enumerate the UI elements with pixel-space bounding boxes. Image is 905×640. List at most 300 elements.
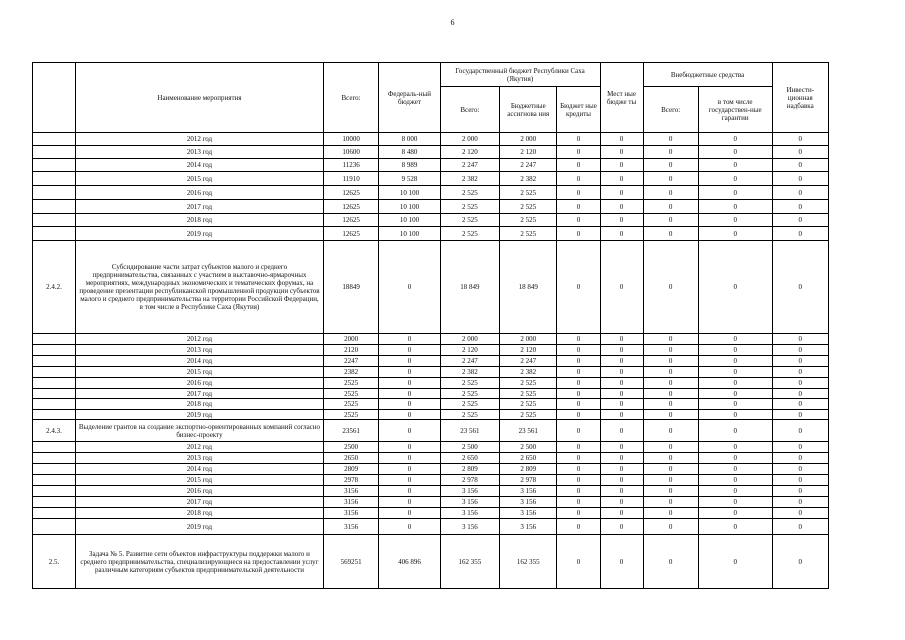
table-row [33,241,829,334]
cell-state-alloc: 2 382 [500,367,557,378]
cell-total: 2382 [323,367,378,378]
cell-federal: 10 100 [379,186,440,200]
cell-offbudget-guarantees: 0 [698,399,772,410]
cell-federal: 10 100 [379,214,440,227]
cell-total: 12625 [323,186,378,200]
cell-year: 2012 год [76,442,324,453]
cell-offbudget-guarantees: 0 [698,186,772,200]
cell-state-credits: 0 [557,497,600,508]
cell-offbudget-guarantees: 0 [698,133,772,146]
table-row [33,356,829,367]
cell-state-credits: 0 [557,367,600,378]
cell-federal: 0 [379,410,440,420]
cell-investment: 0 [772,334,828,345]
cell-state-alloc: 23 561 [500,420,557,442]
cell-state-alloc: 2 120 [500,345,557,356]
cell-offbudget-total: 0 [643,420,698,442]
header-name: Наименование мероприятия [76,63,324,133]
cell-state-credits: 0 [557,389,600,399]
cell-year: 2013 год [76,453,324,464]
cell-year: 2019 год [76,519,324,535]
cell-local: 0 [600,146,643,159]
cell-code [33,186,76,200]
cell-offbudget-total: 0 [643,378,698,389]
cell-investment: 0 [772,356,828,367]
cell-year: 2018 год [76,399,324,410]
cell-total: 569251 [323,535,378,589]
table-row [33,442,829,453]
cell-year: 2015 год [76,367,324,378]
cell-code [33,200,76,214]
table-row [33,227,829,241]
cell-investment: 0 [772,146,828,159]
header-state-credits: Бюджет ные кредиты [557,87,600,133]
cell-investment: 0 [772,464,828,475]
cell-code [33,214,76,227]
cell-offbudget-total: 0 [643,497,698,508]
cell-year: 2016 год [76,186,324,200]
cell-offbudget-total: 0 [643,172,698,186]
cell-offbudget-guarantees: 0 [698,420,772,442]
table-row [33,389,829,399]
cell-investment: 0 [772,420,828,442]
table-row [33,464,829,475]
cell-state-credits: 0 [557,159,600,172]
cell-offbudget-total: 0 [643,508,698,519]
cell-state-alloc: 2 525 [500,227,557,241]
cell-code [33,172,76,186]
table-row [33,345,829,356]
cell-federal: 0 [379,399,440,410]
cell-state-total: 2 500 [440,442,499,453]
cell-offbudget-total: 0 [643,399,698,410]
cell-year: 2018 год [76,508,324,519]
cell-year: 2012 год [76,334,324,345]
cell-federal: 0 [379,464,440,475]
cell-offbudget-guarantees: 0 [698,535,772,589]
cell-local: 0 [600,486,643,497]
cell-federal: 0 [379,378,440,389]
header-state-budget: Государственный бюджет Республики Саха (Якутия) [440,63,600,87]
cell-state-total: 3 156 [440,519,499,535]
cell-offbudget-total: 0 [643,453,698,464]
cell-offbudget-total: 0 [643,186,698,200]
cell-total: 2525 [323,399,378,410]
table-row [33,453,829,464]
cell-federal: 0 [379,420,440,442]
cell-state-total: 2 650 [440,453,499,464]
cell-state-alloc: 2 525 [500,389,557,399]
cell-total: 2500 [323,442,378,453]
header-state-alloc: Бюджетные ассигнова ния [500,87,557,133]
cell-investment: 0 [772,159,828,172]
cell-state-total: 162 355 [440,535,499,589]
cell-local: 0 [600,214,643,227]
table-row [33,159,829,172]
cell-state-total: 2 120 [440,146,499,159]
cell-total: 2978 [323,475,378,486]
cell-offbudget-total: 0 [643,200,698,214]
header-offbudget-guarantees: в том числе государствен-ные гарантии [698,87,772,133]
cell-description: Задача № 5. Развитие сети объектов инфраструктуры поддержки малого и среднего предпринимательства, специализирующиеся на предоставлении услуг различным категориям субъектов предпринимательской деятельности [76,535,324,589]
cell-state-total: 2 525 [440,389,499,399]
cell-offbudget-guarantees: 0 [698,453,772,464]
cell-local: 0 [600,186,643,200]
cell-total: 11236 [323,159,378,172]
cell-code [33,442,76,453]
cell-year: 2013 год [76,345,324,356]
cell-state-credits: 0 [557,519,600,535]
cell-offbudget-total: 0 [643,389,698,399]
cell-investment: 0 [772,133,828,146]
cell-state-credits: 0 [557,227,600,241]
cell-state-alloc: 2 382 [500,172,557,186]
cell-offbudget-total: 0 [643,486,698,497]
cell-state-credits: 0 [557,356,600,367]
cell-code [33,519,76,535]
table-row [33,146,829,159]
cell-local: 0 [600,367,643,378]
cell-code [33,486,76,497]
cell-total: 2000 [323,334,378,345]
cell-investment: 0 [772,486,828,497]
cell-federal: 406 896 [379,535,440,589]
cell-code [33,227,76,241]
cell-year: 2017 год [76,389,324,399]
cell-state-alloc: 2 809 [500,464,557,475]
cell-state-alloc: 2 525 [500,186,557,200]
cell-local: 0 [600,464,643,475]
table-row [33,497,829,508]
cell-investment: 0 [772,241,828,334]
cell-federal: 0 [379,475,440,486]
cell-state-alloc: 2 978 [500,475,557,486]
cell-offbudget-total: 0 [643,146,698,159]
cell-year: 2017 год [76,200,324,214]
cell-investment: 0 [772,410,828,420]
cell-state-credits: 0 [557,535,600,589]
header-total: Всего: [323,63,378,133]
cell-state-total: 3 156 [440,497,499,508]
cell-state-alloc: 2 247 [500,159,557,172]
cell-year: 2019 год [76,410,324,420]
cell-federal: 0 [379,389,440,399]
cell-offbudget-guarantees: 0 [698,356,772,367]
cell-code [33,410,76,420]
cell-federal: 8 000 [379,133,440,146]
cell-federal: 9 528 [379,172,440,186]
cell-local: 0 [600,378,643,389]
cell-offbudget-total: 0 [643,214,698,227]
cell-local: 0 [600,334,643,345]
cell-code [33,389,76,399]
cell-state-alloc: 2 000 [500,334,557,345]
cell-state-total: 2 247 [440,159,499,172]
cell-total: 2650 [323,453,378,464]
cell-total: 3156 [323,486,378,497]
cell-code: 2.4.3. [33,420,76,442]
cell-state-alloc: 2 500 [500,442,557,453]
cell-offbudget-guarantees: 0 [698,508,772,519]
cell-investment: 0 [772,186,828,200]
cell-state-total: 23 561 [440,420,499,442]
cell-local: 0 [600,410,643,420]
cell-investment: 0 [772,399,828,410]
cell-offbudget-guarantees: 0 [698,146,772,159]
cell-total: 10600 [323,146,378,159]
cell-state-total: 2 525 [440,214,499,227]
cell-offbudget-guarantees: 0 [698,486,772,497]
cell-offbudget-total: 0 [643,464,698,475]
cell-code: 2.5. [33,535,76,589]
cell-total: 12625 [323,214,378,227]
cell-state-total: 2 525 [440,410,499,420]
cell-total: 3156 [323,508,378,519]
cell-offbudget-guarantees: 0 [698,200,772,214]
cell-state-alloc: 2 525 [500,410,557,420]
table-row [33,508,829,519]
header-investment: Инвести-ционная надбавка [772,63,828,133]
table-body [33,133,829,589]
cell-investment: 0 [772,519,828,535]
cell-federal: 0 [379,486,440,497]
cell-year: 2017 год [76,497,324,508]
cell-year: 2015 год [76,475,324,486]
cell-total: 2247 [323,356,378,367]
cell-state-alloc: 2 247 [500,356,557,367]
cell-state-credits: 0 [557,345,600,356]
cell-code [33,497,76,508]
cell-state-alloc: 18 849 [500,241,557,334]
table-row [33,133,829,146]
cell-investment: 0 [772,378,828,389]
cell-total: 2809 [323,464,378,475]
cell-federal: 0 [379,508,440,519]
cell-code [33,453,76,464]
cell-offbudget-guarantees: 0 [698,464,772,475]
cell-offbudget-guarantees: 0 [698,241,772,334]
cell-state-total: 2 382 [440,172,499,186]
cell-state-credits: 0 [557,453,600,464]
cell-investment: 0 [772,475,828,486]
table-row [33,214,829,227]
cell-local: 0 [600,453,643,464]
cell-state-alloc: 2 000 [500,133,557,146]
cell-year: 2014 год [76,159,324,172]
cell-code [33,464,76,475]
cell-code [33,133,76,146]
cell-year: 2019 год [76,227,324,241]
cell-investment: 0 [772,442,828,453]
cell-local: 0 [600,159,643,172]
cell-investment: 0 [772,508,828,519]
cell-local: 0 [600,200,643,214]
cell-local: 0 [600,535,643,589]
cell-state-alloc: 2 525 [500,399,557,410]
table-header [33,63,829,133]
cell-total: 23561 [323,420,378,442]
cell-offbudget-guarantees: 0 [698,410,772,420]
cell-code [33,399,76,410]
cell-state-credits: 0 [557,172,600,186]
cell-local: 0 [600,475,643,486]
cell-total: 12625 [323,200,378,214]
cell-local: 0 [600,345,643,356]
cell-total: 18849 [323,241,378,334]
cell-local: 0 [600,227,643,241]
cell-offbudget-guarantees: 0 [698,227,772,241]
cell-year: 2018 год [76,214,324,227]
cell-local: 0 [600,442,643,453]
cell-total: 2525 [323,378,378,389]
cell-state-credits: 0 [557,378,600,389]
cell-state-total: 18 849 [440,241,499,334]
table-row [33,367,829,378]
table-row [33,535,829,589]
cell-state-alloc: 162 355 [500,535,557,589]
cell-federal: 0 [379,345,440,356]
cell-investment: 0 [772,214,828,227]
cell-offbudget-guarantees: 0 [698,334,772,345]
table-row [33,410,829,420]
cell-offbudget-guarantees: 0 [698,519,772,535]
cell-federal: 10 100 [379,200,440,214]
cell-federal: 0 [379,367,440,378]
cell-local: 0 [600,133,643,146]
cell-state-total: 2 978 [440,475,499,486]
cell-total: 2120 [323,345,378,356]
cell-state-credits: 0 [557,475,600,486]
cell-code [33,159,76,172]
cell-investment: 0 [772,453,828,464]
cell-investment: 0 [772,535,828,589]
cell-offbudget-total: 0 [643,442,698,453]
table-row [33,519,829,535]
cell-state-total: 2 525 [440,227,499,241]
cell-state-total: 2 525 [440,399,499,410]
cell-state-credits: 0 [557,146,600,159]
header-offbudget-total: Всего: [643,87,698,133]
cell-code [33,345,76,356]
cell-local: 0 [600,519,643,535]
cell-total: 12625 [323,227,378,241]
cell-state-credits: 0 [557,464,600,475]
cell-state-alloc: 2 525 [500,378,557,389]
cell-offbudget-total: 0 [643,519,698,535]
cell-offbudget-total: 0 [643,475,698,486]
table-row [33,378,829,389]
cell-state-total: 2 382 [440,367,499,378]
cell-state-credits: 0 [557,200,600,214]
cell-year: 2013 год [76,146,324,159]
cell-investment: 0 [772,345,828,356]
table-row [33,334,829,345]
cell-investment: 0 [772,497,828,508]
cell-offbudget-total: 0 [643,241,698,334]
cell-code [33,475,76,486]
cell-offbudget-guarantees: 0 [698,389,772,399]
cell-offbudget-total: 0 [643,159,698,172]
cell-code [33,367,76,378]
cell-investment: 0 [772,227,828,241]
cell-state-total: 2 247 [440,356,499,367]
table-row [33,200,829,214]
cell-federal: 8 989 [379,159,440,172]
cell-state-total: 3 156 [440,508,499,519]
cell-federal: 0 [379,519,440,535]
header-offbudget: Внебюджетные средства [643,63,772,87]
cell-description: Субсидирование части затрат субъектов малого и среднего предпринимательства, связанных с участием в выставочно-ярмарочных мероприятиях, международных экономических и тематических форумах, на проведение презентации республиканской промышленной продукции субъектов малого и среднего предпринимательства на территории Российской Федерации, в том числе в Республике Саха (Якутия) [76,241,324,334]
cell-state-credits: 0 [557,241,600,334]
table-row [33,420,829,442]
cell-federal: 0 [379,442,440,453]
cell-total: 2525 [323,389,378,399]
cell-investment: 0 [772,367,828,378]
cell-state-alloc: 3 156 [500,508,557,519]
cell-state-credits: 0 [557,410,600,420]
cell-federal: 0 [379,356,440,367]
header-state-total: Всего: [440,87,499,133]
cell-state-alloc: 2 525 [500,214,557,227]
cell-year: 2012 год [76,133,324,146]
cell-local: 0 [600,508,643,519]
cell-offbudget-total: 0 [643,356,698,367]
cell-state-total: 2 525 [440,378,499,389]
cell-state-credits: 0 [557,214,600,227]
cell-year: 2016 год [76,486,324,497]
table-row [33,486,829,497]
cell-offbudget-guarantees: 0 [698,159,772,172]
cell-offbudget-guarantees: 0 [698,367,772,378]
cell-state-total: 3 156 [440,486,499,497]
cell-state-alloc: 3 156 [500,486,557,497]
cell-offbudget-total: 0 [643,535,698,589]
cell-investment: 0 [772,172,828,186]
cell-total: 11910 [323,172,378,186]
cell-offbudget-total: 0 [643,334,698,345]
cell-investment: 0 [772,389,828,399]
cell-state-alloc: 3 156 [500,497,557,508]
cell-offbudget-total: 0 [643,410,698,420]
cell-state-credits: 0 [557,486,600,497]
cell-offbudget-total: 0 [643,367,698,378]
cell-state-total: 2 000 [440,133,499,146]
cell-offbudget-guarantees: 0 [698,497,772,508]
cell-state-credits: 0 [557,508,600,519]
page-number: 6 [450,18,455,27]
cell-state-credits: 0 [557,186,600,200]
cell-description: Выделение грантов на создание экспортно-ориентированных компаний согласно бизнес-проекту [76,420,324,442]
cell-state-credits: 0 [557,399,600,410]
cell-state-total: 2 809 [440,464,499,475]
cell-state-credits: 0 [557,442,600,453]
cell-code [33,508,76,519]
cell-state-alloc: 2 650 [500,453,557,464]
cell-offbudget-guarantees: 0 [698,172,772,186]
cell-total: 10000 [323,133,378,146]
cell-state-total: 2 120 [440,345,499,356]
cell-state-credits: 0 [557,133,600,146]
cell-offbudget-total: 0 [643,345,698,356]
table-row [33,475,829,486]
cell-offbudget-total: 0 [643,227,698,241]
header-code [33,63,76,133]
cell-federal: 10 100 [379,227,440,241]
table-row [33,399,829,410]
cell-code: 2.4.2. [33,241,76,334]
cell-total: 3156 [323,519,378,535]
cell-code [33,334,76,345]
